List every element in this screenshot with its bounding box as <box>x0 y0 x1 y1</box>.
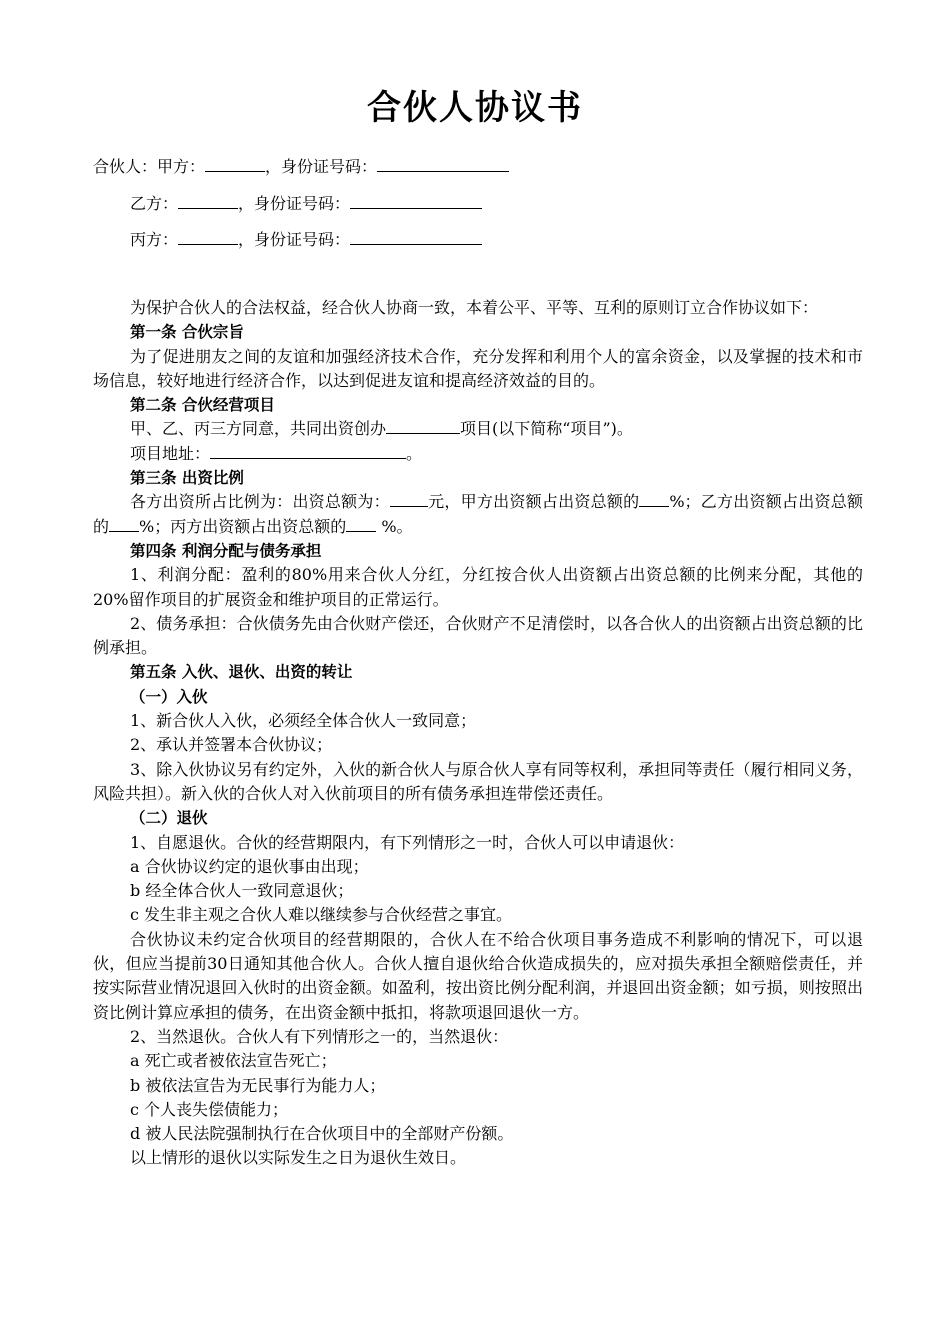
total-capital-blank[interactable] <box>390 491 428 507</box>
article3-heading: 第三条 出资比例 <box>130 469 244 488</box>
project-name-blank[interactable] <box>386 418 460 434</box>
party-bing-name-blank[interactable] <box>178 230 238 245</box>
party-yi-name-blank[interactable] <box>178 194 238 209</box>
natural-exit: 2、当然退伙。合伙人有下列情形之一的，当然退伙： <box>130 1026 509 1046</box>
party-bing-line <box>130 229 482 251</box>
article2-heading: 第二条 合伙经营项目 <box>130 396 275 415</box>
project-address-end: 。 <box>406 443 423 463</box>
article2-text-before: 甲、乙、丙三方同意，共同出资创办 <box>130 419 387 439</box>
article1-heading: 第一条 合伙宗旨 <box>130 323 244 342</box>
id-label: ，身份证号码： <box>238 230 351 249</box>
article3-text <box>93 490 863 539</box>
article3-text-2: 元，甲方出资额占出资总额的 <box>427 492 640 512</box>
project-address-line <box>93 442 863 466</box>
article3-text-1: 各方出资所占比例为：出资总额为： <box>130 492 390 512</box>
party-yi-label: 乙方： <box>130 194 179 213</box>
voluntary-exit-item: b 经全体合伙人一致同意退伙； <box>130 881 354 901</box>
party-yi-id-blank[interactable] <box>350 194 482 209</box>
document-title: 合伙人协议书 <box>367 88 583 128</box>
natural-exit-item: b 被依法宣告为无民事行为能力人； <box>130 1075 386 1095</box>
natural-exit-item: a 死亡或者被依法宣告死亡； <box>130 1051 337 1071</box>
id-label: ，身份证号码： <box>238 194 351 213</box>
article3-text-5: %。 <box>376 516 413 536</box>
intro-paragraph: 为保护合伙人的合法权益，经合伙人协商一致，本着公平、平等、互利的原则订立合作协议如下： <box>130 298 819 317</box>
yi-share-blank[interactable] <box>109 516 139 532</box>
voluntary-exit-item: c 发生非主观之合伙人难以继续参与合伙经营之事宜。 <box>130 905 513 925</box>
party-jia-label: 甲方： <box>157 157 206 176</box>
exit-effective-date: 以上情形的退伙以实际发生之日为退伙生效日。 <box>130 1148 467 1168</box>
join-heading: （一）入伙 <box>130 687 208 706</box>
voluntary-exit-note: 合伙协议未约定合伙项目的经营期限的，合伙人在不给合伙项目事务造成不利影响的情况下，可以退伙，但应当提前30日通知其他合伙人。合伙人擅自退伙给合伙造成损失的，应对损失承担全额赔偿责任，并按实际营业情况退回入伙时的出资金额。如盈利，按出资比例分配利润，并退回出资金额；如亏损，则按照出资比例计算应承担的债务，在出资金额中抵扣，将款项退回退伙一方。 <box>93 929 863 1022</box>
partner-label: 合伙人： <box>93 157 158 176</box>
jia-share-blank[interactable] <box>639 491 669 507</box>
article4-profit: 1、利润分配：盈利的80%用来合伙人分红，分红按合伙人出资额占出资总额的比例来分配，其他的20%留作项目的扩展资金和维护项目的正常运行。 <box>93 565 863 609</box>
article2-text-after: 项目(以下简称“项目”)。 <box>460 419 633 439</box>
article2-text <box>93 417 863 441</box>
join-item: 3、除入伙协议另有约定外，入伙的新合伙人与原合伙人享有同等权利，承担同等责任（履行相同义务，风险共担）。新入伙的合伙人对入伙前项目的所有债务承担连带偿还责任。 <box>93 759 863 803</box>
article3-text-4: %；丙方出资额占出资总额的 <box>139 516 347 536</box>
natural-exit-item: d 被人民法院强制执行在合伙项目中的全部财产份额。 <box>130 1124 514 1144</box>
party-bing-label: 丙方： <box>130 230 179 249</box>
party-jia-id-blank[interactable] <box>377 157 509 172</box>
voluntary-exit-item: a 合伙协议约定的退伙事由出现； <box>130 856 369 876</box>
voluntary-exit: 1、自愿退伙。合伙的经营期限内，有下列情形之一时，合伙人可以申请退伙： <box>130 832 685 852</box>
join-item: 2、承认并签署本合伙协议； <box>130 735 333 755</box>
natural-exit-item: c 个人丧失偿债能力； <box>130 1099 289 1119</box>
party-yi-line <box>130 193 482 215</box>
article1-text: 为了促进朋友之间的友谊和加强经济技术合作，充分发挥和利用个人的富余资金，以及掌握的技术和市场信息，较好地进行经济合作，以达到促进友谊和提高经济效益的目的。 <box>93 346 863 390</box>
id-label: ，身份证号码： <box>265 157 378 176</box>
article5-heading: 第五条 入伙、退伙、出资的转让 <box>130 663 353 682</box>
party-jia-name-blank[interactable] <box>205 157 265 172</box>
article4-debt: 2、债务承担：合伙债务先由合伙财产偿还，合伙财产不足清偿时，以各合伙人的出资额占出资总额的比例承担。 <box>93 613 863 658</box>
party-bing-id-blank[interactable] <box>350 230 482 245</box>
project-address-label: 项目地址： <box>130 443 211 463</box>
article4-heading: 第四条 利润分配与债务承担 <box>130 541 322 560</box>
join-item: 1、新合伙人入伙，必须经全体合伙人一致同意； <box>130 711 477 731</box>
project-address-blank[interactable] <box>210 443 406 459</box>
agreement-body <box>93 296 863 1171</box>
article3-text-3: %；乙方出资额占出资总额的 <box>93 492 863 536</box>
exit-heading: （二）退伙 <box>130 809 208 828</box>
bing-share-blank[interactable] <box>346 516 376 532</box>
party-jia-line <box>93 156 509 178</box>
